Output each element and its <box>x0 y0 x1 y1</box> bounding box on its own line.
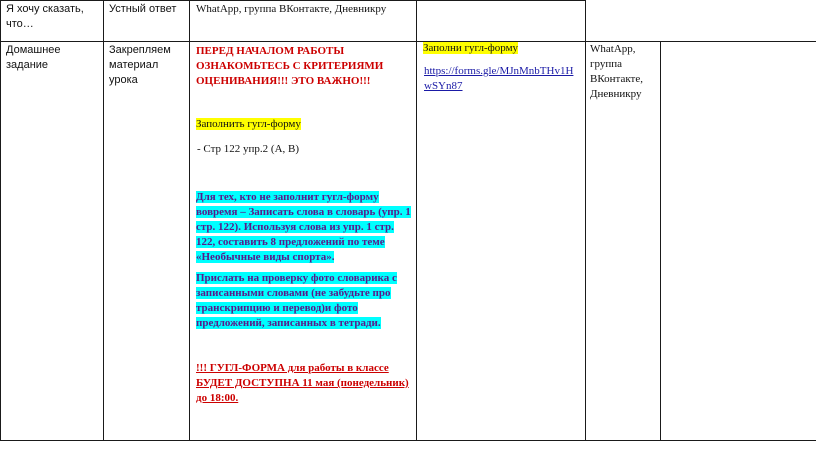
header-text-2: Устный ответ <box>109 3 177 15</box>
fill-form-text <box>196 117 411 132</box>
row2-cell-1 <box>0 41 104 441</box>
send-check-highlight: Прислать на проверку фото словарика с записанными словами (не забудьте про транскрипцию и перевод)и фото предложений, записанных в тетради. <box>196 272 397 329</box>
row2-cell-6 <box>660 41 816 441</box>
exercise-text: - Стр 122 упр.2 (A, B) <box>197 143 300 155</box>
row2-cell-4 <box>416 41 586 441</box>
header-cell-4 <box>416 0 586 42</box>
deadline-text: !!! ГУГЛ-ФОРМА для работы в классе БУДЕТ ДОСТУПНА 11 мая (понедельник) до 18:00. <box>196 362 409 404</box>
late-instructions-text <box>196 190 414 265</box>
row2-text-2: Закрепляем материал урока <box>109 44 171 86</box>
late-instructions-highlight: Для тех, кто не заполнит гугл-форму вовремя – Записать слова в словарь (упр. 1 стр. 122). Используя слова из упр. 1 стр. 122, составить 8 предложений по теме «Необычные виды спорта». <box>196 191 411 263</box>
c4-label-text <box>423 41 583 56</box>
google-form-link[interactable]: https://forms.gle/MJnMnbTHv1HwSYn87 <box>424 65 574 92</box>
header-text-3: WhatApp, группа ВКонтакте, Дневникру <box>196 3 387 15</box>
send-check-text <box>196 271 406 331</box>
c4-label-highlight: Заполни гугл-форму <box>423 42 519 54</box>
header-text-1: Я хочу сказать, что… <box>6 3 84 30</box>
row2-cell-2 <box>103 41 190 441</box>
row2-text-5: WhatApp, группа ВКонтакте, Дневникру <box>590 43 643 100</box>
row2-text-1: Домашнее задание <box>6 44 61 71</box>
warning-text: ПЕРЕД НАЧАЛОМ РАБОТЫ ОЗНАКОМЬТЕСЬ С КРИТЕРИЯМИ ОЦЕНИВАНИЯ!!! ЭТО ВАЖНО!!! <box>196 45 384 87</box>
fill-form-highlight: Заполнить гугл-форму <box>196 118 301 130</box>
